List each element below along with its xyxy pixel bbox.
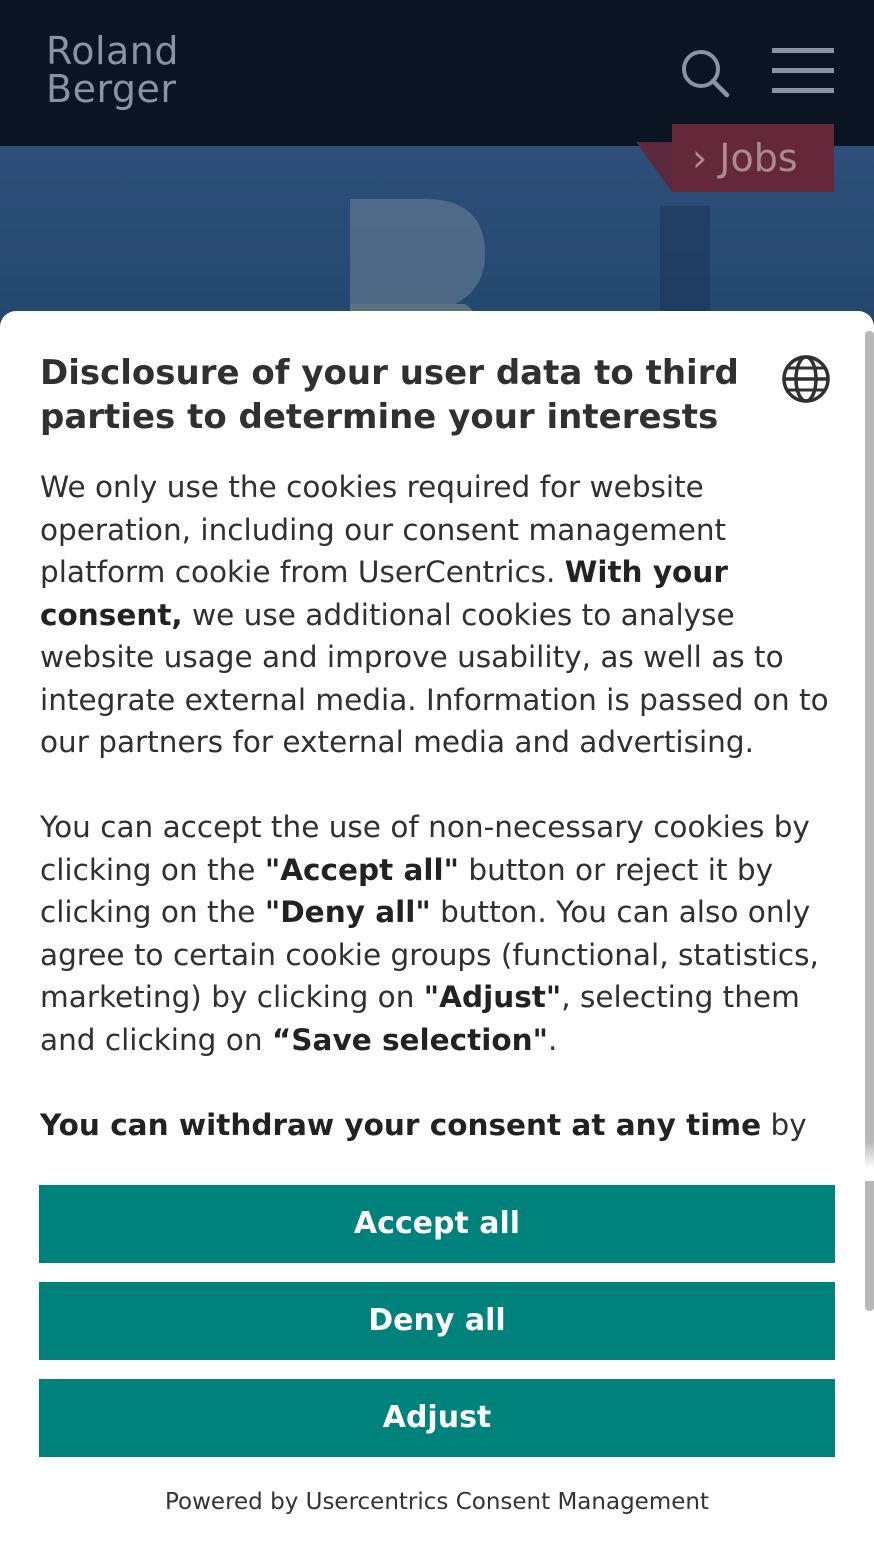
consent-title: Disclosure of your user data to third parties to determine your interests xyxy=(40,353,739,437)
content-fade xyxy=(0,1141,874,1181)
consent-paragraph-1: We only use the cookies required for website operation, including our consent management platform cookie from UserCentrics. With your consent, we use additional cookies to analyse website usage and improve usability, as well as to integrate external media. Information is passed on to our partners for external media and advertising. xyxy=(40,470,829,759)
search-icon[interactable] xyxy=(680,48,730,98)
hamburger-menu-icon[interactable] xyxy=(772,46,834,96)
consent-description[interactable] xyxy=(40,466,840,1156)
adjust-button[interactable]: Adjust xyxy=(39,1379,835,1457)
consent-paragraph-3: You can withdraw your consent at any time by xyxy=(40,1107,807,1142)
powered-by-link[interactable]: Powered by Usercentrics Consent Management xyxy=(165,1489,709,1515)
globe-icon[interactable] xyxy=(780,353,832,405)
logo-line-2: Berger xyxy=(46,67,177,111)
deny-all-button[interactable]: Deny all xyxy=(39,1282,835,1360)
accept-all-button[interactable]: Accept all xyxy=(39,1185,835,1263)
jobs-tab[interactable]: › Jobs xyxy=(672,124,834,192)
roland-berger-logo[interactable] xyxy=(46,29,179,111)
logo-line-1: Roland xyxy=(46,29,179,73)
cookie-consent-dialog xyxy=(0,311,874,1555)
consent-paragraph-2: You can accept the use of non-necessary cookies by clicking on the "Accept all" button or reject it by clicking on the "Deny all" button. You can also only agree to certain cookie groups (functional, statistics, marketing) by clicking on "Adjust", selecting them and clicking on “Save selection". xyxy=(40,810,819,1057)
